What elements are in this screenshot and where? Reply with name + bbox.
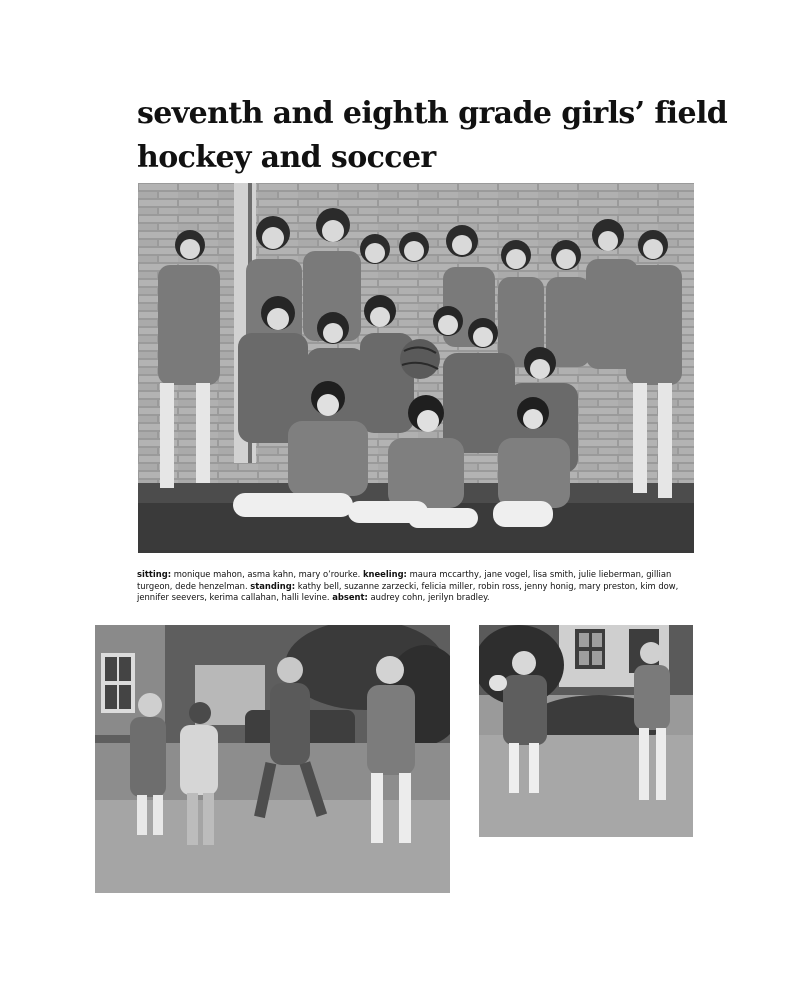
page-title-line-2: hockey and soccer	[137, 140, 436, 175]
page-title	[137, 92, 737, 180]
caption-absent-label: absent:	[332, 591, 368, 602]
caption-kneeling-names: maura mccarthy, jane vogel, lisa smith, julie lieberman, gillian turgeon, dede henzelman.	[137, 569, 672, 591]
page-title-line-1: seventh and eighth grade girls’ field	[137, 96, 728, 131]
caption-sitting-label: sitting:	[137, 569, 172, 580]
action-photo-left-image	[95, 625, 450, 893]
action-photo-left	[95, 625, 450, 893]
caption-standing-names: kathy bell, suzanne zarzecki, felicia miller, robin ross, jenny honig, mary preston, kim dow, jennifer seevers, kerima callahan, halli levine.	[137, 580, 679, 602]
team-photo-image	[138, 183, 694, 553]
team-photo	[138, 183, 694, 553]
team-photo-caption	[137, 569, 697, 603]
action-photo-right-image	[479, 625, 693, 837]
caption-absent-names: audrey cohn, jerilyn bradley.	[370, 591, 490, 602]
caption-sitting-names: monique mahon, asma kahn, mary o’rourke.	[173, 569, 361, 580]
caption-standing-label: standing:	[250, 580, 296, 591]
action-photo-right	[479, 625, 693, 837]
caption-kneeling-label: kneeling:	[362, 569, 407, 580]
